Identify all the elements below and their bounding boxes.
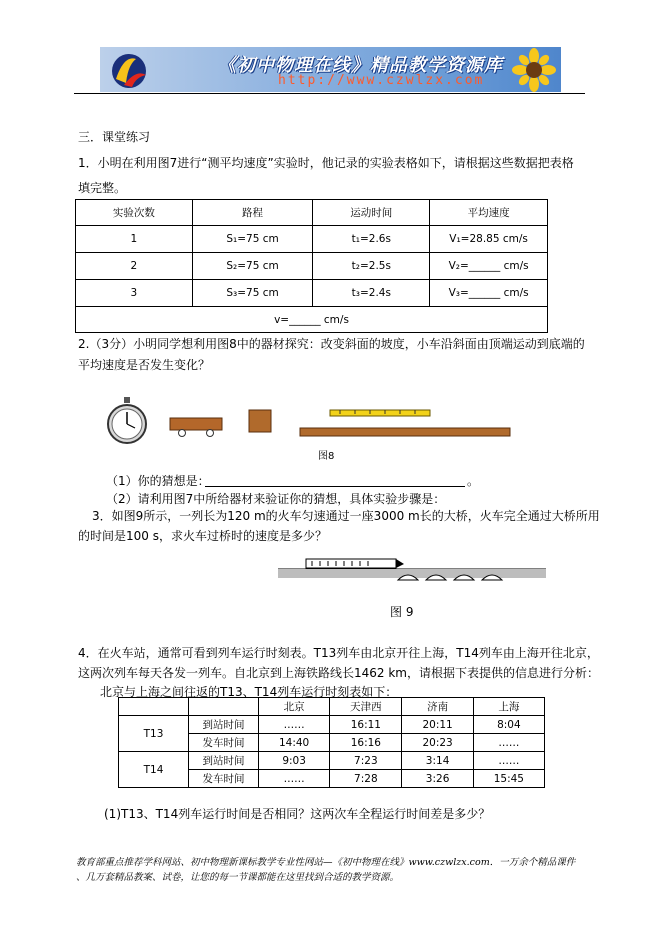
train-icon	[306, 559, 404, 568]
table-cell: 2	[76, 253, 193, 280]
stopwatch-icon	[108, 397, 146, 443]
table-cell: V₂=______ cm/s	[430, 253, 548, 280]
table-cell: 3:14	[402, 752, 473, 770]
header-banner	[100, 47, 561, 92]
table-cell: 16:11	[330, 716, 402, 734]
figure-8-apparatus	[100, 395, 520, 450]
table-cell: V₃=______ cm/s	[430, 280, 548, 307]
table-header-empty	[119, 698, 189, 716]
q3-text-line1: 3．如图9所示，一列长为120 m的火车匀速通过一座3000 m长的大桥，火车完全通过大桥所用	[92, 509, 600, 523]
q4-text-line2: 这两次列车每天各发一列车。自北京到上海铁路线长1462 km，请根据下表提供的信息进行分析：	[78, 666, 599, 680]
q3-text-line2: 的时间是100 s，求火车过桥时的速度是多少？	[78, 529, 327, 543]
table-cell: S₃=75 cm	[192, 280, 313, 307]
footer-line2: 、几万套精品教案、试卷，让您的每一节课都能在这里找到合适的教学资源。	[76, 872, 400, 883]
wooden-block-icon	[249, 410, 271, 432]
figure-9-train-bridge	[278, 556, 546, 586]
table-header: 济南	[402, 698, 473, 716]
table-header: 运动时间	[313, 200, 430, 226]
page-footer	[76, 855, 596, 885]
table-cell: 1	[76, 226, 193, 253]
sunflower-icon	[511, 48, 557, 92]
table-header-empty	[189, 698, 259, 716]
section-heading: 三．课堂练习	[78, 130, 151, 144]
table-cell: t₃=2.4s	[313, 280, 430, 307]
answer-line	[205, 486, 465, 487]
q2-sub2: （2）请利用图7中所给器材来验证你的猜想，具体实验步骤是：	[106, 492, 446, 506]
q1-text-line1: 1．小明在利用图7进行“测平均速度”实验时，他记录的实验表格如下，请根据这些数据把表格	[78, 156, 574, 170]
table-cell: t₁=2.6s	[313, 226, 430, 253]
table-cell: 7:28	[330, 770, 402, 788]
train-timetable	[118, 697, 545, 788]
table-cell: 14:40	[258, 734, 329, 752]
figure-8-label: 图8	[318, 451, 335, 462]
q4-caption: 北京与上海之间往返的T13、T14列车运行时刻表如下：	[100, 685, 398, 699]
train-name-cell: T13	[119, 716, 189, 752]
q2-text-line1: 2.（3分）小明同学想利用图8中的器材探究：改变斜面的坡度，小车沿斜面由顶端运动到底端的	[78, 337, 585, 351]
table-header: 天津西	[330, 698, 402, 716]
table-cell: 3:26	[402, 770, 473, 788]
table-cell: 9:03	[258, 752, 329, 770]
q2-sub1-end: 。	[467, 474, 480, 488]
banner-title: 《初中物理在线》精品教学资源库	[218, 55, 503, 76]
table-cell: S₂=75 cm	[192, 253, 313, 280]
table-header: 上海	[473, 698, 544, 716]
table-cell: 到站时间	[189, 716, 259, 734]
table-header: 北京	[258, 698, 329, 716]
table-header: 平均速度	[430, 200, 548, 226]
site-logo-icon	[106, 49, 152, 91]
q1-text-line2: 填完整。	[78, 181, 127, 195]
table-cell: 发车时间	[189, 734, 259, 752]
table-cell: t₂=2.5s	[313, 253, 430, 280]
table-cell: 发车时间	[189, 770, 259, 788]
table-cell: S₁=75 cm	[192, 226, 313, 253]
header-rule	[74, 93, 585, 94]
table-cell: ……	[473, 734, 544, 752]
q1-data-table	[75, 199, 548, 333]
table-cell: 20:23	[402, 734, 473, 752]
table-cell: 3	[76, 280, 193, 307]
table-cell: ……	[258, 770, 329, 788]
table-cell: 到站时间	[189, 752, 259, 770]
footer-line1: 教育部重点推荐学科网站、初中物理新课标教学专业性网站—《初中物理在线》www.czwlzx.com．一万余个精品课件	[76, 857, 576, 868]
table-header: 路程	[192, 200, 313, 226]
wooden-board-icon	[300, 428, 510, 436]
q4-sub1: (1)T13、T14列车运行时间是否相同？这两次车全程运行时间差是多少？	[104, 807, 491, 821]
table-cell: 7:23	[330, 752, 402, 770]
cart-icon	[170, 418, 222, 437]
table-cell: V₁=28.85 cm/s	[430, 226, 548, 253]
train-name-cell: T14	[119, 752, 189, 788]
table-summary-cell: v=______ cm/s	[76, 307, 548, 333]
table-cell: 16:16	[330, 734, 402, 752]
figure-9-label: 图 9	[390, 605, 414, 619]
table-cell: 15:45	[473, 770, 544, 788]
table-cell: ……	[258, 716, 329, 734]
table-cell: 20:11	[402, 716, 473, 734]
banner-url: http://www.czwlzx.com	[278, 73, 485, 88]
q2-text-line2: 平均速度是否发生变化？	[78, 358, 211, 372]
table-cell: ……	[473, 752, 544, 770]
q4-text-line1: 4．在火车站，通常可看到列车运行时刻表。T13列车由北京开往上海，T14列车由上海开往北京，	[78, 646, 599, 660]
table-header: 实验次数	[76, 200, 193, 226]
q2-sub1: （1）你的猜想是：	[106, 474, 210, 488]
ruler-icon	[330, 410, 430, 416]
table-cell: 8:04	[473, 716, 544, 734]
